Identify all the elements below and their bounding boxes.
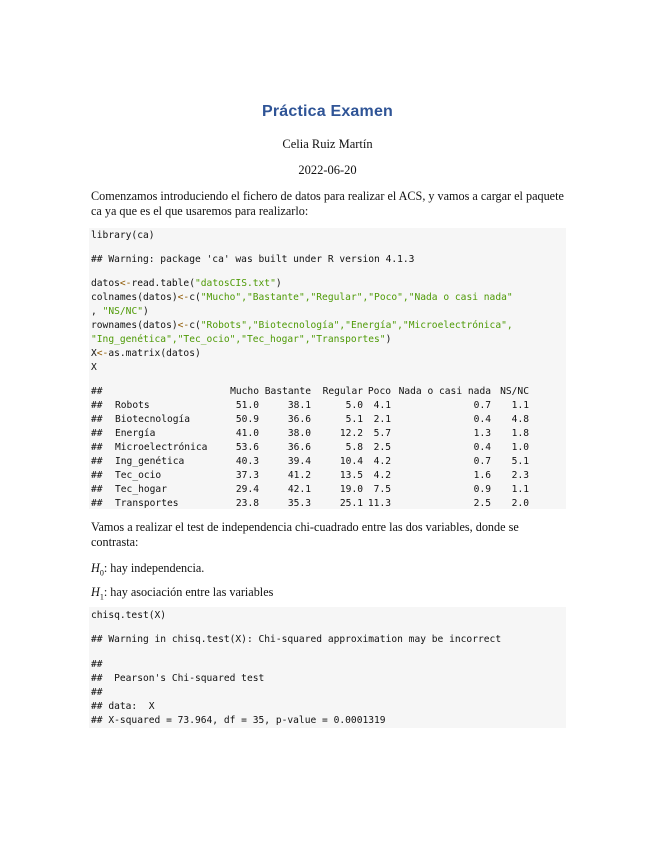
intro-paragraph: Comenzamos introduciendo el fichero de datos para realizar el ACS, y vamos a cargar el paquete ca ya que es el que usaremos para realizarlo: — [91, 189, 564, 218]
table-cell: 50.9 — [235, 414, 259, 425]
table-cell: 42.1 — [287, 484, 311, 495]
table-row — [91, 427, 529, 441]
table-header-cell — [115, 385, 219, 399]
table-header-cell: Bastante — [264, 386, 311, 397]
table-cell: ## — [91, 400, 103, 411]
table-row — [91, 455, 529, 469]
table-header-cell: Regular — [322, 386, 363, 397]
table-cell: 36.6 — [287, 442, 311, 453]
table-cell: 10.4 — [339, 456, 363, 467]
table-cell: 13.5 — [339, 470, 363, 481]
code-read-table: datos<-read.table("datosCIS.txt") — [91, 278, 282, 289]
table-cell: 38.1 — [287, 400, 311, 411]
table-cell: 4.1 — [373, 400, 391, 411]
table-row — [91, 483, 529, 497]
test-paragraph: Vamos a realizar el test de independencia chi-cuadrado entre las dos variables, donde se contrasta: — [91, 520, 519, 549]
table-cell: Tec_ocio — [115, 470, 162, 481]
table-header-cell: Poco — [367, 386, 391, 397]
code-rownames-cont: "Ing_genética","Tec_ocio","Tec_hogar","Transportes") — [91, 334, 392, 345]
table-header-cell: ## — [91, 386, 103, 397]
table-cell: 0.4 — [473, 414, 491, 425]
table-cell: ## — [91, 442, 103, 453]
table-cell: Robots — [115, 400, 150, 411]
table-cell: 35.3 — [287, 498, 311, 509]
code-library: library(ca) — [91, 230, 155, 241]
table-row — [91, 469, 529, 483]
table-cell: 41.2 — [287, 470, 311, 481]
table-cell: ## — [91, 484, 103, 495]
table-cell: 0.4 — [473, 442, 491, 453]
code-colnames: colnames(datos)<-c("Mucho","Bastante","Regular","Poco","Nada o casi nada" — [91, 292, 513, 303]
code-rownames: rownames(datos)<-c("Robots","Biotecnología","Energía","Microelectrónica", — [91, 320, 513, 331]
table-cell: 1.8 — [511, 428, 529, 439]
date: 2022-06-20 — [298, 163, 357, 177]
table-row — [91, 497, 529, 511]
table-cell: 23.8 — [235, 498, 259, 509]
table-cell: 53.6 — [235, 442, 259, 453]
hypothesis-h1: $H_1$: hay asociación entre las variables — [91, 585, 274, 602]
table-cell: 5.8 — [345, 442, 363, 453]
table-cell: 19.0 — [339, 484, 363, 495]
table-cell: 5.7 — [373, 428, 391, 439]
table-cell: 1.1 — [511, 484, 529, 495]
table-cell: 39.4 — [287, 456, 311, 467]
code-block-2 — [89, 607, 566, 728]
table-cell: 0.7 — [473, 456, 491, 467]
table-cell: 2.5 — [373, 442, 391, 453]
table-cell: 0.9 — [473, 484, 491, 495]
table-cell: 41.0 — [235, 428, 259, 439]
table-header-row — [91, 385, 529, 399]
table-cell: 38.0 — [287, 428, 311, 439]
table-cell: 0.7 — [473, 400, 491, 411]
code-output-line: ## — [91, 687, 103, 698]
table-cell: ## — [91, 456, 103, 467]
table-cell: Energía — [115, 428, 156, 439]
table-header-cell: Nada o casi nada — [398, 386, 491, 397]
code-chisq-call: chisq.test(X) — [91, 610, 167, 621]
code-test-name: ## Pearson's Chi-squared test — [91, 673, 265, 684]
table-cell: Ing_genética — [115, 456, 185, 467]
table-cell: Transportes — [115, 498, 179, 509]
code-data-line: ## data: X — [91, 701, 155, 712]
table-cell: 5.1 — [345, 414, 363, 425]
table-cell: ## — [91, 498, 103, 509]
table-cell: 1.1 — [511, 400, 529, 411]
table-cell: 5.0 — [345, 400, 363, 411]
table-cell: ## — [91, 414, 103, 425]
table-cell: 2.1 — [373, 414, 391, 425]
author: Celia Ruiz Martín — [282, 137, 373, 151]
table-header-cell: NS/NC — [500, 386, 529, 397]
table-cell: 1.0 — [511, 442, 529, 453]
table-cell: 36.6 — [287, 414, 311, 425]
table-row — [91, 413, 529, 427]
code-warning-2: ## Warning in chisq.test(X): Chi-squared approximation may be incorrect — [91, 634, 502, 645]
table-cell: 4.8 — [511, 414, 529, 425]
table-cell: 7.5 — [373, 484, 391, 495]
table-cell: 2.5 — [473, 498, 491, 509]
code-result-line: ## X-squared = 73.964, df = 35, p-value = 0.0001319 — [91, 715, 386, 726]
code-x: X — [91, 362, 97, 373]
table-cell: 1.3 — [473, 428, 491, 439]
table-row — [91, 399, 529, 413]
table-cell: 51.0 — [235, 400, 259, 411]
table-cell: 11.3 — [367, 498, 391, 509]
table-cell: 29.4 — [235, 484, 259, 495]
data-table — [91, 385, 529, 511]
code-as-matrix: X<-as.matrix(datos) — [91, 348, 201, 359]
table-cell: 12.2 — [339, 428, 363, 439]
table-cell: 40.3 — [235, 456, 259, 467]
table-cell: 37.3 — [235, 470, 259, 481]
table-header-cell: Mucho — [230, 386, 259, 397]
table-cell: 2.3 — [511, 470, 529, 481]
document-title: Práctica Examen — [261, 103, 394, 120]
table-cell: 4.2 — [373, 470, 391, 481]
code-warning-1: ## Warning: package 'ca' was built under R version 4.1.3 — [91, 254, 415, 265]
code-output-line: ## — [91, 659, 103, 670]
table-cell: 5.1 — [511, 456, 529, 467]
code-colnames-cont: , "NS/NC") — [91, 306, 149, 317]
table-cell: Tec_hogar — [115, 484, 167, 495]
table-cell: 25.1 — [339, 498, 363, 509]
table-cell: 4.2 — [373, 456, 391, 467]
table-cell: Microelectrónica — [115, 442, 208, 453]
table-row — [91, 441, 529, 455]
hypothesis-h0: $H_0$: hay independencia. — [91, 561, 205, 578]
table-cell: ## — [91, 470, 103, 481]
table-cell: 1.6 — [473, 470, 491, 481]
table-cell: ## — [91, 428, 103, 439]
table-cell: Biotecnología — [115, 414, 191, 425]
table-cell: 2.0 — [511, 498, 529, 509]
